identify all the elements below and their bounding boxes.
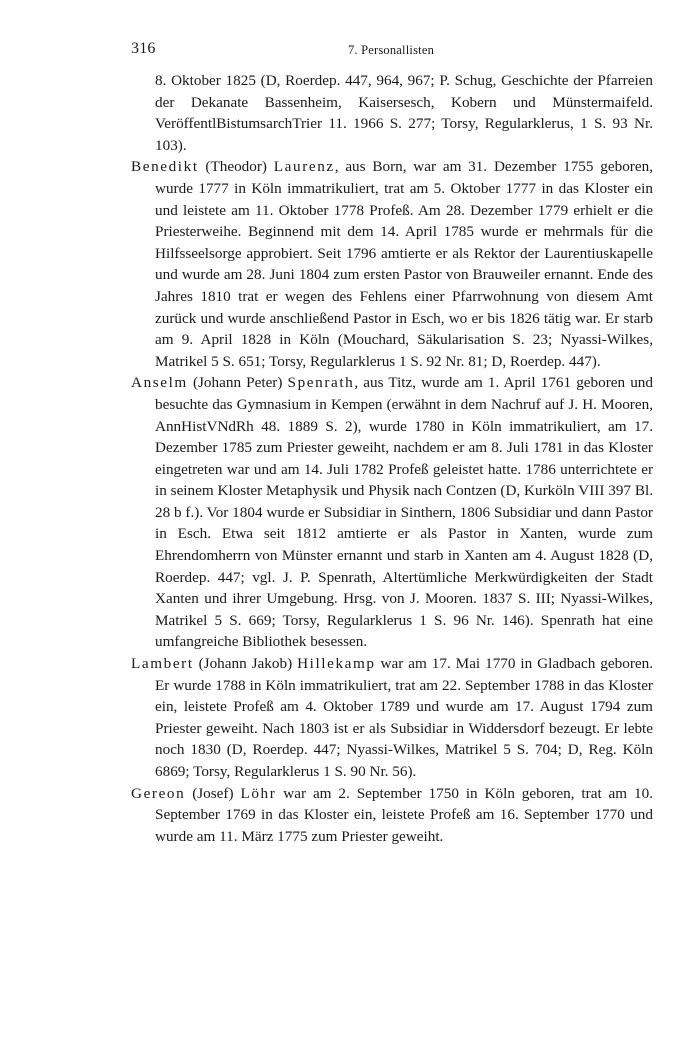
- given-name: Anselm: [131, 374, 188, 392]
- baptismal-name: (Johann Jakob): [198, 655, 293, 673]
- surname: Spenrath: [287, 374, 355, 392]
- baptismal-name: (Johann Peter): [192, 374, 283, 392]
- entry-lambert-hillekamp: [131, 653, 653, 783]
- page-number: 316: [131, 40, 156, 57]
- given-name: Benedikt: [131, 158, 199, 176]
- given-name: Gereon: [131, 784, 186, 802]
- running-head: 7. Personallisten: [347, 43, 435, 57]
- baptismal-name: (Josef): [192, 784, 234, 802]
- text-body: [131, 70, 653, 847]
- entry-gereon-loehr: [131, 783, 653, 848]
- entry-text: 8. Oktober 1825 (D, Roerdep. 447, 964, 967; P. Schug, Geschichte der Pfarreien der Dekanate Bassenheim, Kaisersesch, Kobern und Münstermaifeld. VeröffentlBistumsarchTrier 11. 1966 S. 277; Torsy, Regularklerus, 1 S. 93 Nr. 103).: [155, 72, 653, 154]
- surname: Laurenz: [273, 158, 335, 176]
- surname: Löhr: [240, 784, 277, 802]
- entry-continuation: [131, 70, 653, 156]
- page-header: [131, 40, 651, 62]
- entry-text: , aus Titz, wurde am 1. April 1761 geboren und besuchte das Gymnasium in Kempen (erwähnt in dem Nachruf auf J. H. Mooren, AnnHistVNdRh 48. 1889 S. 2), wurde 1780 in Köln immatrikuliert, am 17. Dezember 1785 zum Priester geweiht, nachdem er am 8. Juli 1781 in das Kloster eingetreten war und am 14. Juli 1782 Profeß geleistet hatte. 1786 unterrichtete er in seinem Kloster Metaphysik und Physik nach Contzen (D, Kurköln VIII 397 Bl. 28 b f.). Vor 1804 wurde er Subsidiar in Sinthern, 1806 Subsidiar und dann Pastor in Esch. Etwa seit 1812 amtierte er als Pastor in Xanten, wurde zum Ehrendomherrn von Münster ernannt und starb in Xanten am 4. August 1828 (D, Roerdep. 447; vgl. J. P. Spenrath, Altertümliche Merkwürdigkeiten der Stadt Xanten und ihrer Umgebung. Hrsg. von J. Mooren. 1837 S. III; Nyassi-Wilkes, Matrikel 5 S. 669; Torsy, Regularklerus 1 S. 96 Nr. 146). Spenrath hat eine umfangreiche Bibliothek besessen.: [155, 374, 653, 651]
- entry-benedikt-laurenz: [131, 156, 653, 372]
- entry-text: war am 17. Mai 1770 in Gladbach geboren. Er wurde 1788 in Köln immatrikuliert, trat am 22. September 1788 in das Kloster ein, leistete Profeß am 4. Oktober 1789 und wurde am 17. August 1794 zum Priester geweiht. Nach 1803 ist er als Subsidiar in Widdersdorf bezeugt. Er lebte noch 1830 (D, Roerdep. 447; Nyassi-Wilkes, Matrikel 5 S. 704; D, Reg. Köln 6869; Torsy, Regularklerus 1 S. 90 Nr. 56).: [155, 655, 654, 780]
- surname: Hillekamp: [297, 655, 376, 673]
- entry-text: , aus Born, war am 31. Dezember 1755 geboren, wurde 1777 in Köln immatrikuliert, trat am 5. Oktober 1777 in das Kloster ein und leistete am 11. Oktober 1778 Profeß. Am 28. Dezember 1779 erhielt er die Priesterweihe. Beginnend mit dem 14. April 1785 wurde er mehrmals für die Hilfsseelsorge approbiert. Seit 1796 amtierte er als Rektor der Laurentiuskapelle und wurde am 28. Juni 1804 zum ersten Pastor von Brauweiler ernannt. Ende des Jahres 1810 trat er wegen des Fehlens einer Pfarrwohnung von diesem Amt zurück und wurde anschließend Pastor in Esch, wo er bis 1826 tätig war. Er starb am 9. April 1828 in Köln (Mouchard, Säkularisation S. 23; Nyassi-Wilkes, Matrikel 5 S. 651; Torsy, Regularklerus 1 S. 92 Nr. 81; D, Roerdep. 447).: [155, 158, 653, 370]
- given-name: Lambert: [131, 655, 194, 673]
- entry-text: war am 2. September 1750 in Köln geboren, trat am 10. September 1769 in das Kloster ein, leistete Profeß am 16. September 1770 und wurde am 11. März 1775 zum Priester geweiht.: [155, 784, 654, 845]
- entry-anselm-spenrath: [131, 372, 653, 653]
- baptismal-name: (Theodor): [205, 158, 267, 176]
